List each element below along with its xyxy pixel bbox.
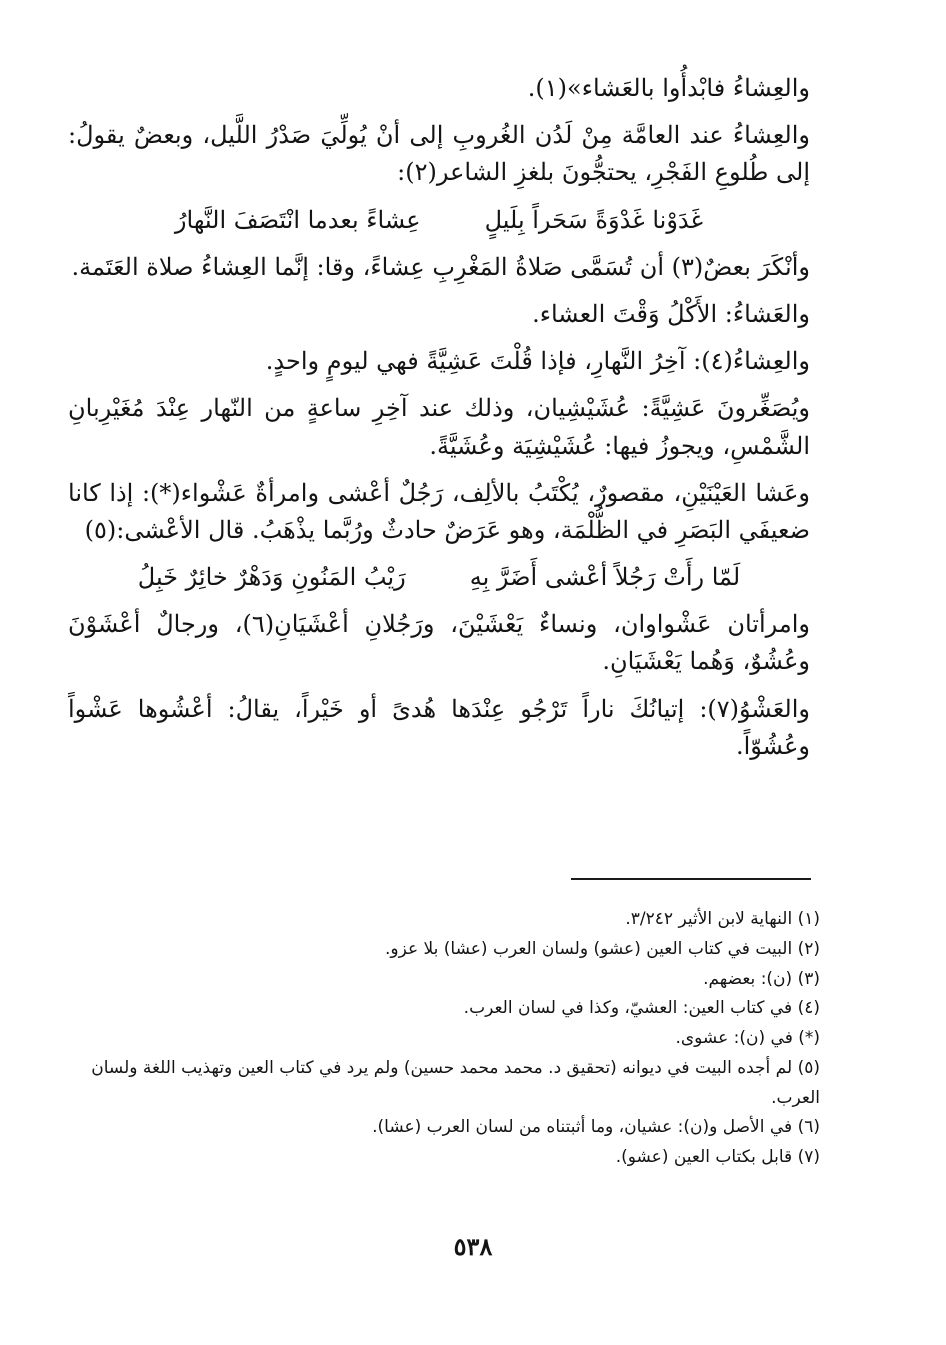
footnote: (*) في (ن): عشوى. [675,1028,820,1048]
footnote: (٤) في كتاب العين: العشيّ، وكذا في لسان العرب. [463,998,820,1019]
footnote: (٢) البيت في كتاب العين (عشو) ولسان العرب (عشا) بلا عزو. [384,938,820,959]
footnotes [80,905,820,1173]
paragraph: والعَشْوُ(٧): إتيانُكَ ناراً تَرْجُو عِنْدَها هُدىً أو خَيْراً، يقالُ: أعْشُوها عَشْواً وعُشُوّاً. [68,694,810,760]
paragraph: والعِشاءُ فابْدأُوا بالعَشاء»(١). [527,74,810,102]
verse-hemistich-second: عِشاءً بعدما انْتَصَفَ النَّهارُ [174,205,421,234]
page-number: ٥٣٨ [453,1232,493,1261]
footnote: (٥) لم أجده البيت في ديوانه (تحقيق د. محمد محمد حسين) ولم يرد في كتاب العين وتهذيب اللغة ولسان العرب. [91,1057,820,1108]
verse-hemistich-first: لَمّا رأَتْ رَجُلاً أعْشى أَضَرَّ بِهِ [469,563,741,592]
paragraph: وامرأتان عَشْواوان، ونساءٌ يَعْشَيْنَ، ورَجُلانِ أعْشَيَانِ(٦)، ورجالٌ أعْشَوْنَ وعُشُوٌ، وَهُما يَعْشَيَانِ. [68,610,810,676]
footnote-divider [571,878,811,880]
footnote: (٧) قابل بكتاب العين (عشو). [615,1147,820,1167]
poetry-verse [68,559,810,596]
verse-hemistich-second: رَيْبُ المَنُونِ وَدَهْرٌ خائِرٌ خَبِلُ [137,563,406,592]
footnote: (١) النهاية لابن الأثير ٣/٢٤٢. [625,909,820,929]
footnote: (٦) في الأصل و(ن): عشيان، وما أثبتناه من لسان العرب (عشا). [372,1117,820,1138]
paragraph: وعَشا العَيْنَيْنِ، مقصورٌ، يُكْتَبُ بالألِف، رَجُلٌ أعْشى وامرأةٌ عَشْواء(*): إذا كانا ضعيفَي البَصَرِ في الظُّلْمَة، وهو عَرَضٌ حادثٌ ورُبَّما يذْهَبُ. قال الأعْشى:(٥) [68,478,810,544]
paragraph: والعَشاءُ: الأَكْلُ وَقْتَ العشاء. [532,299,810,328]
paragraph: والعِشاءُ(٤): آخِرُ النَّهارِ، فإذا قُلْتَ عَشِيَّةً فهي ليومٍ واحدٍ. [265,347,810,376]
main-text [68,70,810,775]
verse-hemistich-first: غَدَوْنا غَدْوَةً سَحَراً بِلَيلٍ [484,205,704,234]
paragraph: والعِشاءُ عند العامَّة مِنْ لَدُن الغُروبِ إلى أنْ يُولِّيَ صَدْرُ اللَّيل، وبعضٌ يقولُ: إلى طُلوعِ الفَجْرِ، يحتجُّونَ بلغزِ الشاعر(٢): [68,121,810,187]
poetry-verse [68,202,810,239]
footnote: (٣) (ن): بعضهم. [703,968,820,989]
paragraph: وأنْكَرَ بعضٌ(٣) أن تُسَمَّى صَلاةُ المَغْرِبِ عِشاءً، وقا: إنَّما العِشاءُ صلاة العَتَمة. [71,252,810,281]
paragraph: ويُصَغِّرونَ عَشِيَّةً: عُشَيْشِيان، وذلك عند آخِرِ ساعةٍ من النّهار عِنْدَ مُغَيْرِبانِ الشَّمْسِ، ويجوزُ فيها: عُشَيْشِيَة وعُشَيَّةً. [68,394,810,460]
